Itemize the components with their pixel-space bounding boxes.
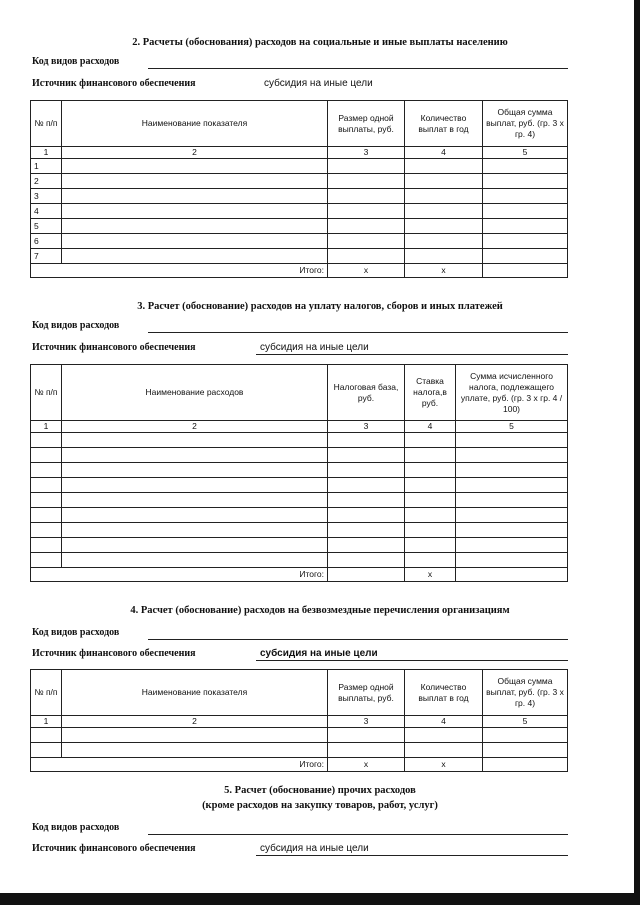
- total-row: [31, 568, 568, 582]
- row-number: 4: [31, 204, 62, 219]
- col-number: 5: [456, 421, 568, 433]
- total-cell: [456, 568, 568, 582]
- code-label: Код видов расходов: [32, 320, 120, 331]
- code-line: [148, 834, 568, 835]
- table-row: [31, 508, 568, 523]
- col-number: 4: [405, 147, 483, 159]
- row-number: [31, 478, 62, 493]
- section-3-code-row: [32, 320, 568, 334]
- row-number: [31, 523, 62, 538]
- row-number: [31, 728, 62, 743]
- row-number: [31, 493, 62, 508]
- source-label: Источник финансового обеспечения: [32, 342, 196, 353]
- table-header-row: [31, 365, 568, 421]
- total-cell: х: [405, 568, 456, 582]
- column-number-row: [31, 716, 568, 728]
- header-cell: Количество выплат в год: [405, 670, 483, 716]
- header-cell: № п/п: [31, 101, 62, 147]
- section-2-source-row: [32, 78, 568, 92]
- column-number-row: [31, 421, 568, 433]
- col-number: 1: [31, 716, 62, 728]
- header-cell: № п/п: [31, 670, 62, 716]
- table-row: [31, 523, 568, 538]
- source-label: Источник финансового обеспечения: [32, 843, 196, 854]
- col-number: 5: [483, 716, 568, 728]
- table-row: [31, 219, 568, 234]
- section-4-code-row: [32, 627, 568, 641]
- header-cell: Сумма исчисленного налога, подлежащего уплате, руб. (гр. 3 х гр. 4 / 100): [456, 365, 568, 421]
- section-4-title: 4. Расчет (обоснование) расходов на безвозмездные перечисления организациям: [130, 605, 510, 616]
- header-cell: Налоговая база, руб.: [328, 365, 405, 421]
- total-label: Итого:: [31, 264, 328, 278]
- code-line: [148, 639, 568, 640]
- code-label: Код видов расходов: [32, 56, 120, 67]
- col-number: 3: [328, 716, 405, 728]
- table-header-row: [31, 670, 568, 716]
- col-number: 4: [405, 421, 456, 433]
- table-row: [31, 159, 568, 174]
- table-row: [31, 553, 568, 568]
- header-cell: Ставка налога,в руб.: [405, 365, 456, 421]
- header-cell: № п/п: [31, 365, 62, 421]
- row-number: 3: [31, 189, 62, 204]
- row-number: 1: [31, 159, 62, 174]
- header-cell: Общая сумма выплат, руб. (гр. 3 х гр. 4): [483, 670, 568, 716]
- source-value: субсидия на иные цели: [260, 843, 369, 854]
- row-number: [31, 448, 62, 463]
- col-number: 2: [62, 421, 328, 433]
- source-line: [256, 855, 568, 856]
- total-row: [31, 264, 568, 278]
- row-number: 2: [31, 174, 62, 189]
- code-label: Код видов расходов: [32, 822, 120, 833]
- row-number: [31, 463, 62, 478]
- row-number: 6: [31, 234, 62, 249]
- section-4-table: [30, 669, 568, 772]
- table-row: [31, 174, 568, 189]
- total-cell: [483, 758, 568, 772]
- col-number: 2: [62, 716, 328, 728]
- table-row: [31, 538, 568, 553]
- scan-edge-right: [634, 0, 640, 905]
- source-label: Источник финансового обеспечения: [32, 648, 196, 659]
- table-row: [31, 204, 568, 219]
- total-label: Итого:: [31, 758, 328, 772]
- col-number: 1: [31, 147, 62, 159]
- section-2-code-row: [32, 56, 568, 70]
- section-2-table: [30, 100, 568, 278]
- total-cell: х: [328, 264, 405, 278]
- header-cell: Размер одной выплаты, руб.: [328, 670, 405, 716]
- table-row: [31, 728, 568, 743]
- source-value: субсидия на иные цели: [264, 78, 373, 89]
- row-number: [31, 508, 62, 523]
- table-row: [31, 743, 568, 758]
- col-number: 4: [405, 716, 483, 728]
- section-3-title: 3. Расчет (обоснование) расходов на уплату налогов, сборов и иных платежей: [137, 301, 503, 312]
- col-number: 1: [31, 421, 62, 433]
- total-cell: х: [328, 758, 405, 772]
- section-3-source-row: [32, 342, 568, 356]
- section-3-table: [30, 364, 568, 582]
- header-cell: Наименование показателя: [62, 670, 328, 716]
- table-row: [31, 478, 568, 493]
- source-value: субсидия на иные цели: [260, 648, 378, 659]
- total-row: [31, 758, 568, 772]
- code-line: [148, 68, 568, 69]
- total-cell: [483, 264, 568, 278]
- row-number: [31, 433, 62, 448]
- source-line: [256, 354, 568, 355]
- table-header-row: [31, 101, 568, 147]
- column-number-row: [31, 147, 568, 159]
- section-5-code-row: [32, 822, 568, 836]
- section-5-source-row: [32, 843, 568, 857]
- header-cell: Общая сумма выплат, руб. (гр. 3 х гр. 4): [483, 101, 568, 147]
- table-row: [31, 493, 568, 508]
- section-2-title: 2. Расчеты (обоснования) расходов на социальные и иные выплаты населению: [132, 37, 508, 48]
- header-cell: Размер одной выплаты, руб.: [328, 101, 405, 147]
- col-number: 5: [483, 147, 568, 159]
- code-line: [148, 332, 568, 333]
- header-cell: Наименование расходов: [62, 365, 328, 421]
- col-number: 3: [328, 147, 405, 159]
- source-label: Источник финансового обеспечения: [32, 78, 196, 89]
- total-cell: х: [405, 264, 483, 278]
- total-cell: х: [405, 758, 483, 772]
- source-line: [256, 660, 568, 661]
- total-cell: [328, 568, 405, 582]
- row-number: [31, 538, 62, 553]
- row-number: 5: [31, 219, 62, 234]
- table-row: [31, 463, 568, 478]
- row-number: [31, 553, 62, 568]
- total-label: Итого:: [31, 568, 328, 582]
- col-number: 3: [328, 421, 405, 433]
- code-label: Код видов расходов: [32, 627, 120, 638]
- table-row: [31, 249, 568, 264]
- source-value: субсидия на иные цели: [260, 342, 369, 353]
- table-row: [31, 234, 568, 249]
- header-cell: Количество выплат в год: [405, 101, 483, 147]
- section-5-title-line1: 5. Расчет (обоснование) прочих расходов: [224, 785, 416, 796]
- header-cell: Наименование показателя: [62, 101, 328, 147]
- row-number: 7: [31, 249, 62, 264]
- scan-edge-bottom: [0, 893, 640, 905]
- col-number: 2: [62, 147, 328, 159]
- table-row: [31, 448, 568, 463]
- section-5-title-line2: (кроме расходов на закупку товаров, работ, услуг): [202, 800, 438, 811]
- table-row: [31, 433, 568, 448]
- table-row: [31, 189, 568, 204]
- row-number: [31, 743, 62, 758]
- section-4-source-row: [32, 648, 568, 662]
